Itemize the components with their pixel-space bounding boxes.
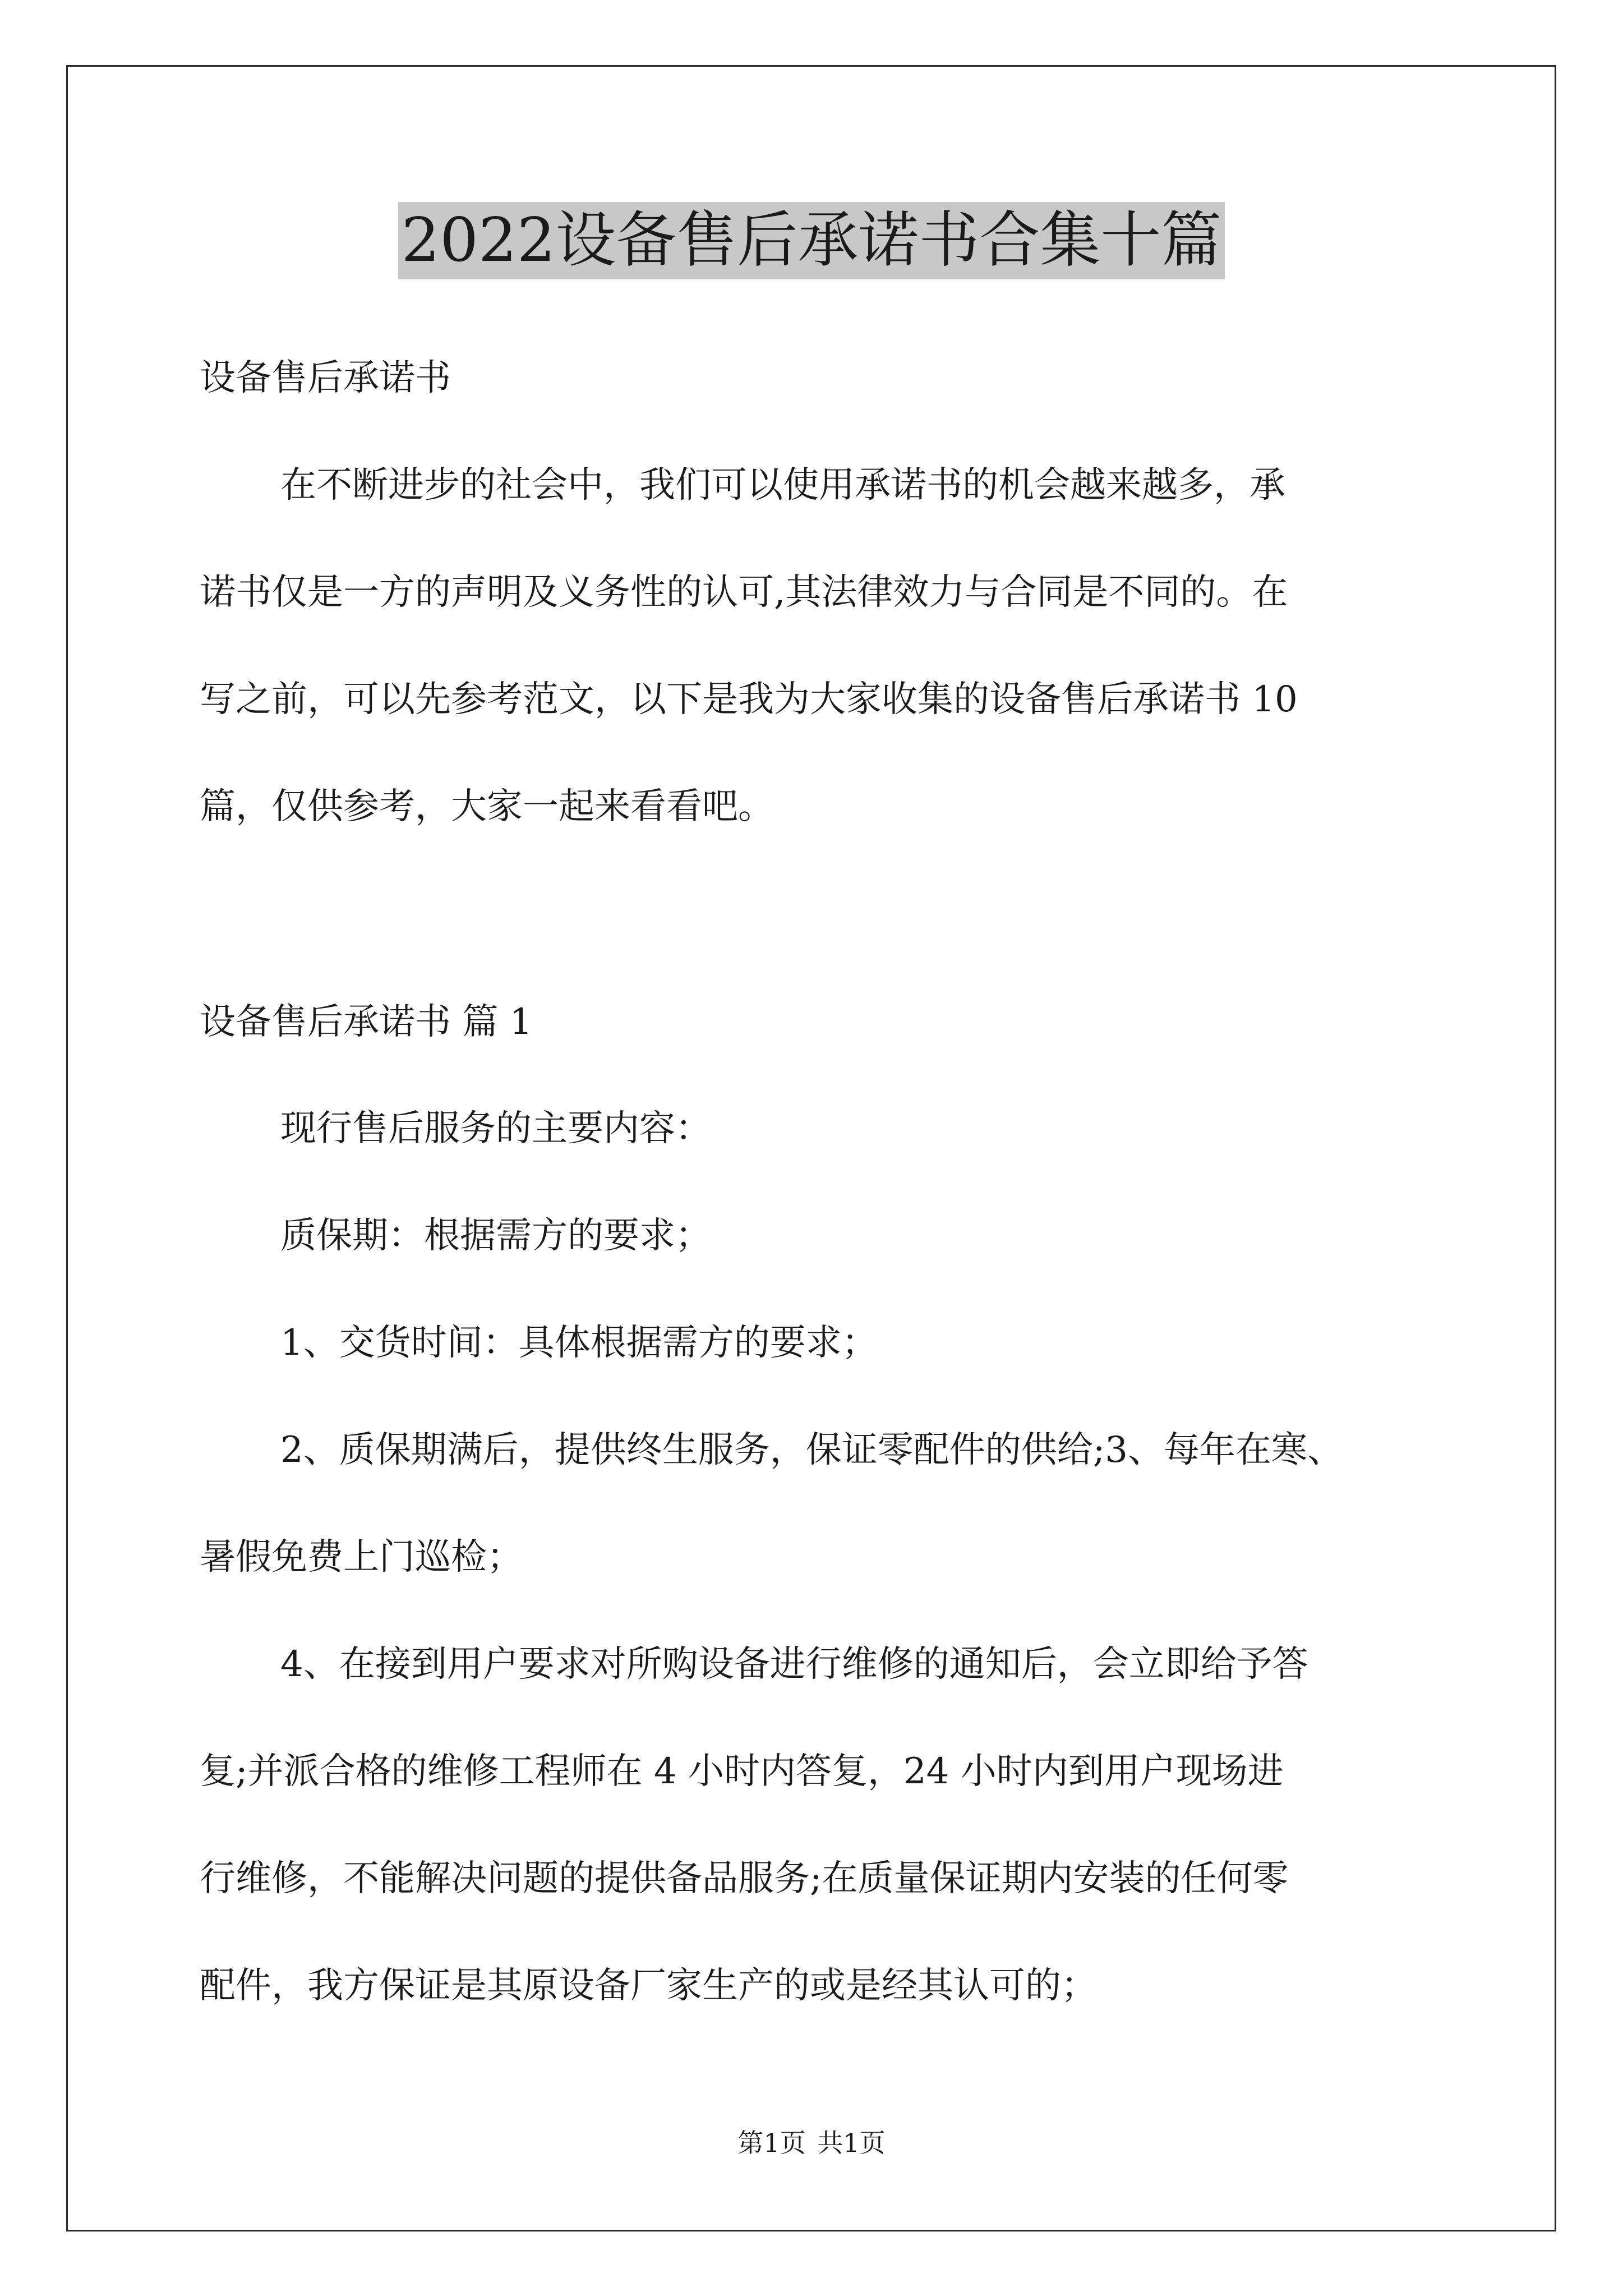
paragraph-line[interactable]: 4、在接到用户要求对所购设备进行维修的通知后，会立即给予答 [280,1644,1308,1685]
paragraph-line[interactable]: 诺书仅是一方的声明及义务性的认可,其法律效力与合同是不同的。在 [200,572,1288,613]
paragraph-line[interactable]: 暑假免费上门巡检； [200,1536,523,1578]
page-footer: 第1页 共1页 [737,2128,886,2158]
paragraph-line[interactable]: 1、交货时间：具体根据需方的要求； [280,1322,878,1364]
paragraph-line[interactable]: 配件，我方保证是其原设备厂家生产的或是经其认可的； [200,1965,1097,2007]
section-heading[interactable]: 设备售后承诺书 篇 1 [200,1001,533,1043]
section-heading[interactable]: 设备售后承诺书 [200,357,451,399]
paragraph-line[interactable]: 篇，仅供参考，大家一起来看看吧。 [200,786,774,827]
paragraph-line[interactable]: 在不断进步的社会中，我们可以使用承诺书的机会越来越多，承 [280,464,1285,506]
document-title[interactable]: 2022设备售后承诺书合集十篇 [398,202,1225,279]
paragraph-line[interactable]: 写之前，可以先参考范文，以下是我为大家收集的设备售后承诺书 10 [200,679,1298,720]
title-container [0,202,1623,279]
paragraph-line[interactable]: 2、质保期满后，提供终生服务，保证零配件的供给;3、每年在寒、 [280,1429,1343,1471]
paragraph-line[interactable]: 质保期：根据需方的要求； [280,1215,711,1257]
paragraph-line[interactable]: 现行售后服务的主要内容： [280,1108,711,1149]
paragraph-line[interactable]: 复;并派合格的维修工程师在 4 小时内答复，24 小时内到用户现场进 [200,1751,1284,1792]
paragraph-line[interactable]: 行维修，不能解决问题的提供备品服务;在质量保证期内安装的任何零 [200,1858,1289,1899]
